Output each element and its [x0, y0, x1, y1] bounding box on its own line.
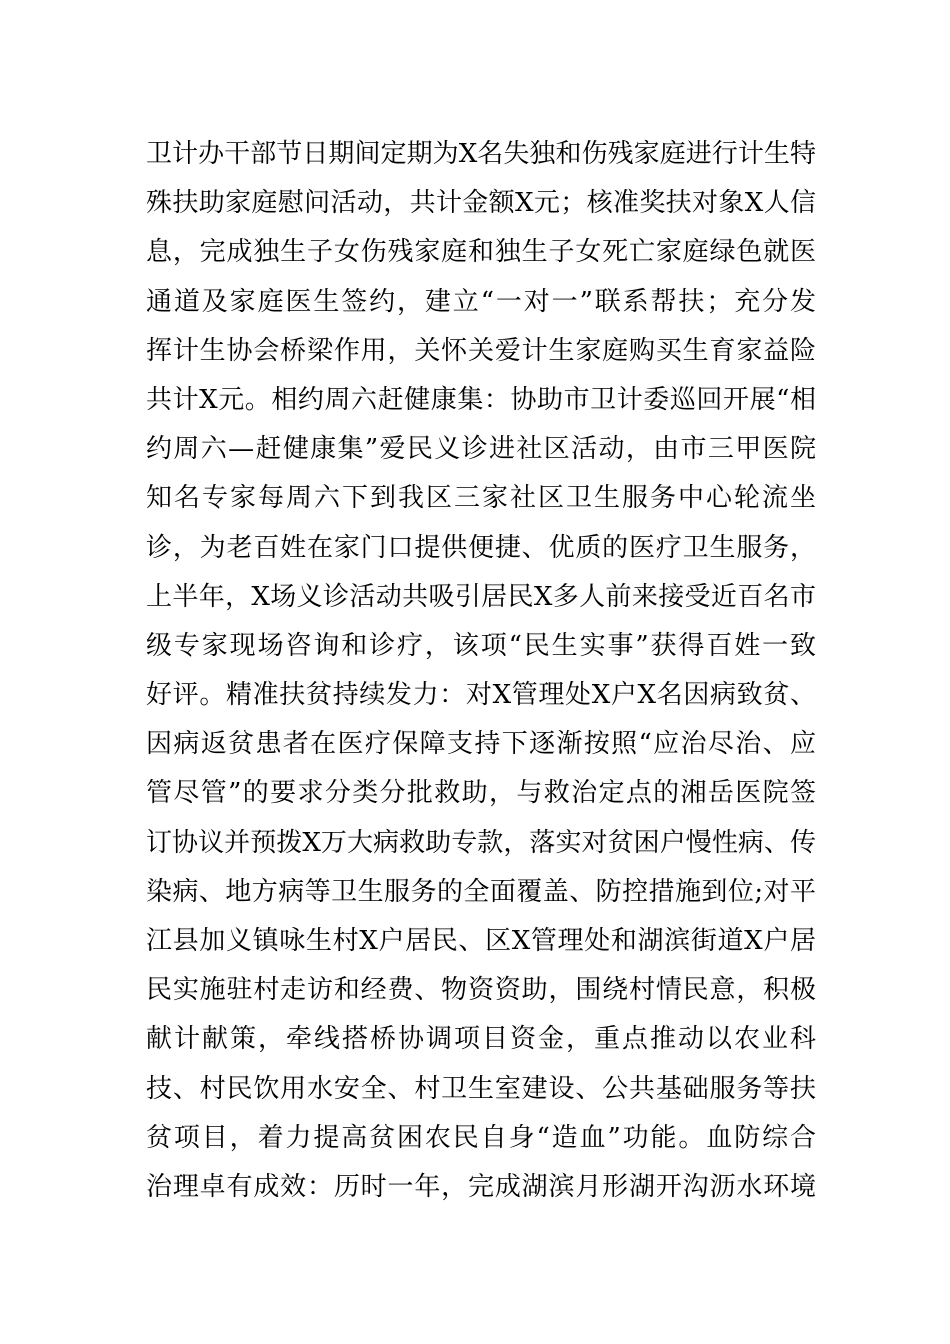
text-line: 治理卓有成效：历时一年，完成湖滨月形湖开沟沥水环境 — [146, 1171, 816, 1202]
text-line: 订协议并预拨Ⅹ万大病救助专款，落实对贫困户慢性病、传 — [146, 827, 816, 858]
text-line: 献计献策，牵线搭桥协调项目资金，重点推动以农业科 — [146, 1024, 816, 1055]
body-text — [146, 130, 816, 1212]
text-line: 殊扶助家庭慰问活动，共计金额Ⅹ元；核准奖扶对象Ⅹ人信 — [146, 188, 816, 219]
text-line: 级专家现场咨询和诊疗，该项“民生实事”获得百姓一致 — [146, 630, 816, 661]
text-line: 约周六—赶健康集”爱民义诊进社区活动，由市三甲医院 — [146, 434, 816, 465]
text-line: 民实施驻村走访和经费、物资资助，围绕村情民意，积极 — [146, 975, 816, 1006]
text-line: 贫项目，着力提高贫困农民自身“造血”功能。血防综合 — [146, 1122, 816, 1153]
text-line: 染病、地方病等卫生服务的全面覆盖、防控措施到位;对平 — [146, 876, 816, 907]
text-line: 挥计生协会桥梁作用，关怀关爱计生家庭购买生育家益险 — [146, 335, 816, 366]
text-line: 好评。精准扶贫持续发力：对Ⅹ管理处Ⅹ户Ⅹ名因病致贫、 — [146, 680, 816, 711]
text-line: 知名专家每周六下到我区三家社区卫生服务中心轮流坐 — [146, 483, 816, 514]
text-line: 通道及家庭医生签约，建立“一对一”联系帮扶；充分发 — [146, 286, 816, 317]
text-line: 管尽管”的要求分类分批救助，与救治定点的湘岳医院签 — [146, 778, 816, 809]
text-line: 共计Ⅹ元。相约周六赶健康集：协助市卫计委巡回开展“相 — [146, 384, 816, 415]
text-line: 诊，为老百姓在家门口提供便捷、优质的医疗卫生服务， — [146, 532, 816, 563]
text-line: 技、村民饮用水安全、村卫生室建设、公共基础服务等扶 — [146, 1073, 816, 1104]
text-line: 息，完成独生子女伤残家庭和独生子女死亡家庭绿色就医 — [146, 237, 816, 268]
text-line: 因病返贫患者在医疗保障支持下逐渐按照“应治尽治、应 — [146, 729, 816, 760]
text-line: 上半年，Ⅹ场义诊活动共吸引居民Ⅹ多人前来接受近百名市 — [146, 581, 816, 612]
text-line: 江县加义镇咏生村Ⅹ户居民、区Ⅹ管理处和湖滨街道Ⅹ户居 — [146, 926, 816, 956]
text-line: 卫计办干部节日期间定期为Ⅹ名失独和伤残家庭进行计生特 — [146, 139, 816, 169]
